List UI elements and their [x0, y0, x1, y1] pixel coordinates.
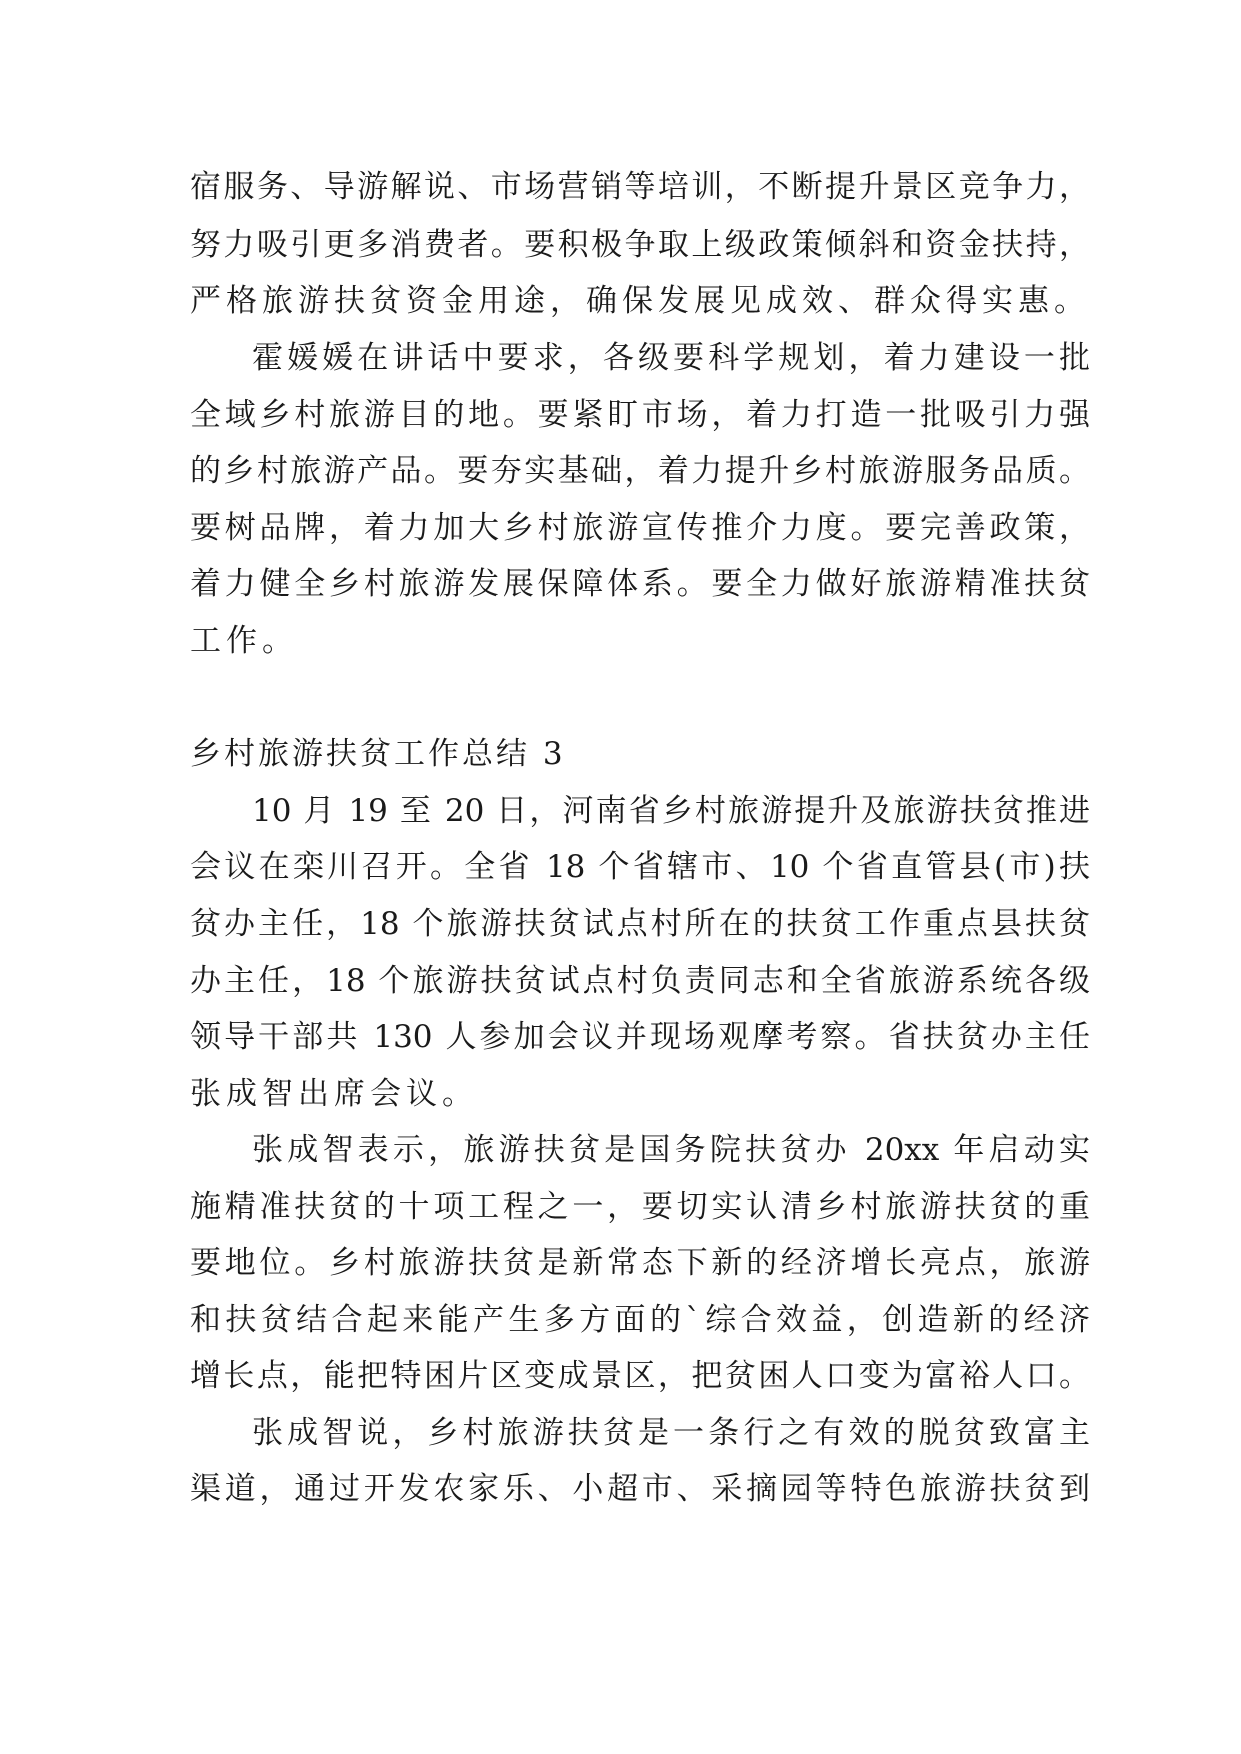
paragraph-line: 要树品牌，着力加大乡村旅游宣传推介力度。要完善政策，	[190, 510, 1090, 546]
paragraph-line: 严格旅游扶贫资金用途，确保发展见成效、群众得实惠。	[190, 283, 1090, 319]
paragraph-line: 张成智说，乡村旅游扶贫是一条行之有效的脱贫致富主	[252, 1415, 1090, 1451]
paragraph-line: 霍媛媛在讲话中要求，各级要科学规划，着力建设一批	[252, 340, 1090, 376]
section-heading: 乡村旅游扶贫工作总结 3	[190, 736, 566, 772]
paragraph-line: 的乡村旅游产品。要夯实基础，着力提升乡村旅游服务品质。	[190, 453, 1090, 489]
paragraph-line: 贫办主任，18 个旅游扶贫试点村所在的扶贫工作重点县扶贫	[190, 906, 1090, 942]
paragraph-line: 努力吸引更多消费者。要积极争取上级政策倾斜和资金扶持，	[190, 227, 1090, 263]
paragraph-line: 领导干部共 130 人参加会议并现场观摩考察。省扶贫办主任	[190, 1019, 1090, 1055]
paragraph-line: 会议在栾川召开。全省 18 个省辖市、10 个省直管县(市)扶	[190, 849, 1090, 885]
paragraph-line: 10 月 19 至 20 日，河南省乡村旅游提升及旅游扶贫推进	[252, 793, 1090, 829]
paragraph-line: 张成智表示，旅游扶贫是国务院扶贫办 20xx 年启动实	[252, 1132, 1090, 1168]
paragraph-line: 工作。	[190, 623, 298, 659]
paragraph-line: 和扶贫结合起来能产生多方面的`综合效益，创造新的经济	[190, 1302, 1090, 1338]
paragraph-line: 渠道，通过开发农家乐、小超市、采摘园等特色旅游扶贫到	[190, 1471, 1090, 1507]
paragraph-line: 张成智出席会议。	[190, 1076, 478, 1112]
paragraph-line: 全域乡村旅游目的地。要紧盯市场，着力打造一批吸引力强	[190, 397, 1090, 433]
paragraph-line: 要地位。乡村旅游扶贫是新常态下新的经济增长亮点，旅游	[190, 1245, 1090, 1281]
paragraph-line: 办主任，18 个旅游扶贫试点村负责同志和全省旅游系统各级	[190, 963, 1090, 999]
paragraph-line: 施精准扶贫的十项工程之一，要切实认清乡村旅游扶贫的重	[190, 1189, 1090, 1225]
paragraph-line: 增长点，能把特困片区变成景区，把贫困人口变为富裕人口。	[190, 1358, 1090, 1394]
paragraph-line: 宿服务、导游解说、市场营销等培训，不断提升景区竞争力，	[190, 169, 1090, 205]
paragraph-line: 着力健全乡村旅游发展保障体系。要全力做好旅游精准扶贫	[190, 566, 1090, 602]
